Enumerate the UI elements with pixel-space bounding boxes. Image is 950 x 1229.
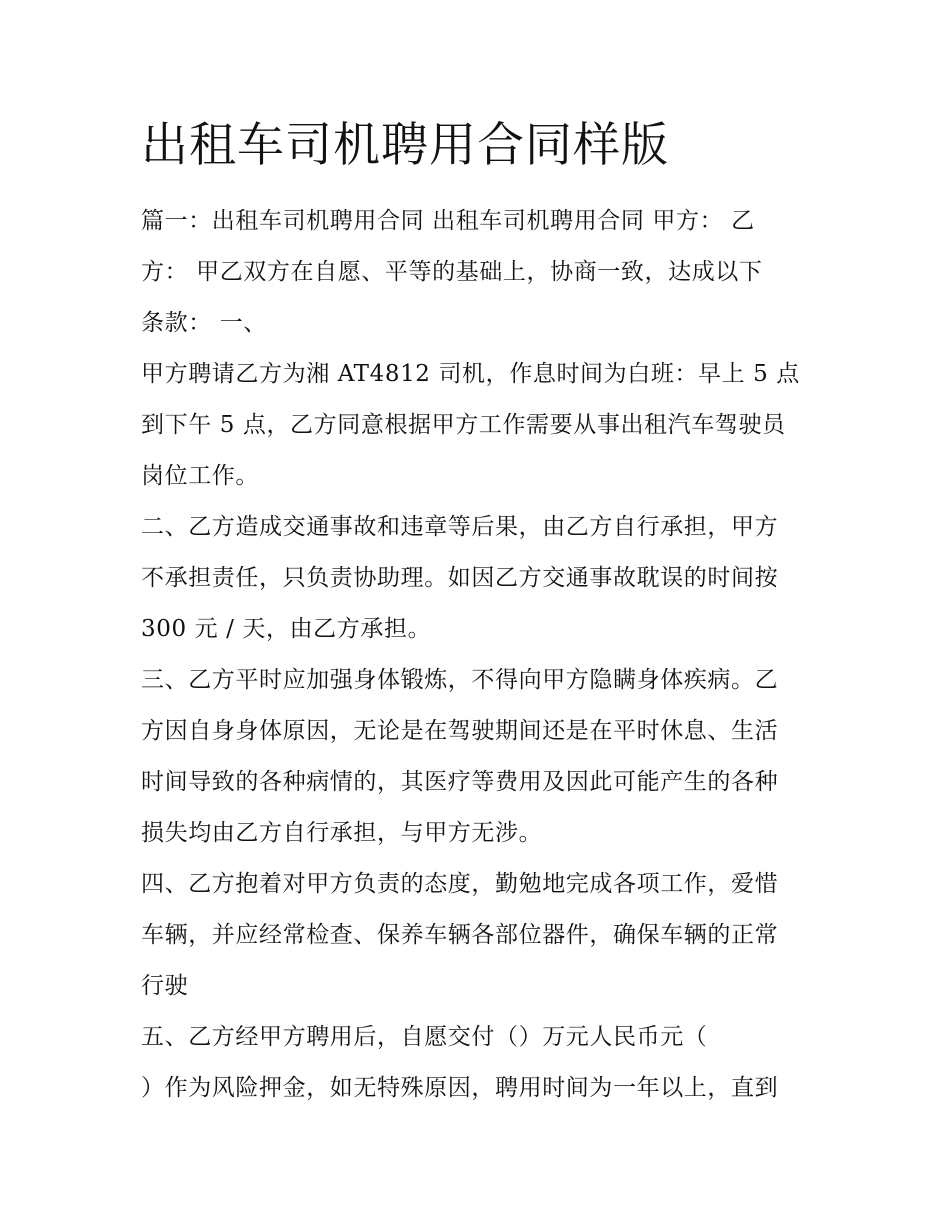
body-line: 五、乙方经甲方聘用后，自愿交付（）万元人民币元（ — [141, 1024, 708, 1050]
body-line: 300 元 / 天，由乙方承担。 — [141, 616, 432, 642]
body-line: 车辆，并应经常检查、保养车辆各部位器件，确保车辆的正常 — [141, 922, 779, 948]
document-title: 出租车司机聘用合同样版 — [141, 118, 669, 173]
body-line: 岗位工作。 — [141, 463, 259, 489]
body-line: ）作为风险押金，如无特殊原因，聘用时间为一年以上，直到 — [141, 1075, 779, 1101]
body-line: 行驶 — [141, 973, 189, 999]
body-line: 三、乙方平时应加强身体锻炼，不得向甲方隐瞒身体疾病。乙 — [141, 667, 779, 693]
body-line: 条款： 一、 — [141, 310, 267, 336]
body-line: 损失均由乙方自行承担，与甲方无涉。 — [141, 820, 543, 846]
body-line: 时间导致的各种病情的，其医疗等费用及因此可能产生的各种 — [141, 769, 779, 795]
body-line: 二、乙方造成交通事故和违章等后果，由乙方自行承担，甲方 — [141, 514, 779, 540]
body-line: 方： 甲乙双方在自愿、平等的基础上，协商一致，达成以下 — [141, 259, 763, 285]
body-line: 甲方聘请乙方为湘 AT4812 司机，作息时间为白班：早上 5 点 — [141, 361, 800, 387]
body-line: 不承担责任，只负责协助理。如因乙方交通事故耽误的时间按 — [141, 565, 779, 591]
body-line: 篇一：出租车司机聘用合同 出租车司机聘用合同 甲方： 乙 — [141, 208, 755, 234]
body-line: 方因自身身体原因，无论是在驾驶期间还是在平时休息、生活 — [141, 718, 779, 744]
body-line: 到下午 5 点，乙方同意根据甲方工作需要从事出租汽车驾驶员 — [141, 412, 786, 438]
body-line: 四、乙方抱着对甲方负责的态度，勤勉地完成各项工作，爱惜 — [141, 871, 779, 897]
